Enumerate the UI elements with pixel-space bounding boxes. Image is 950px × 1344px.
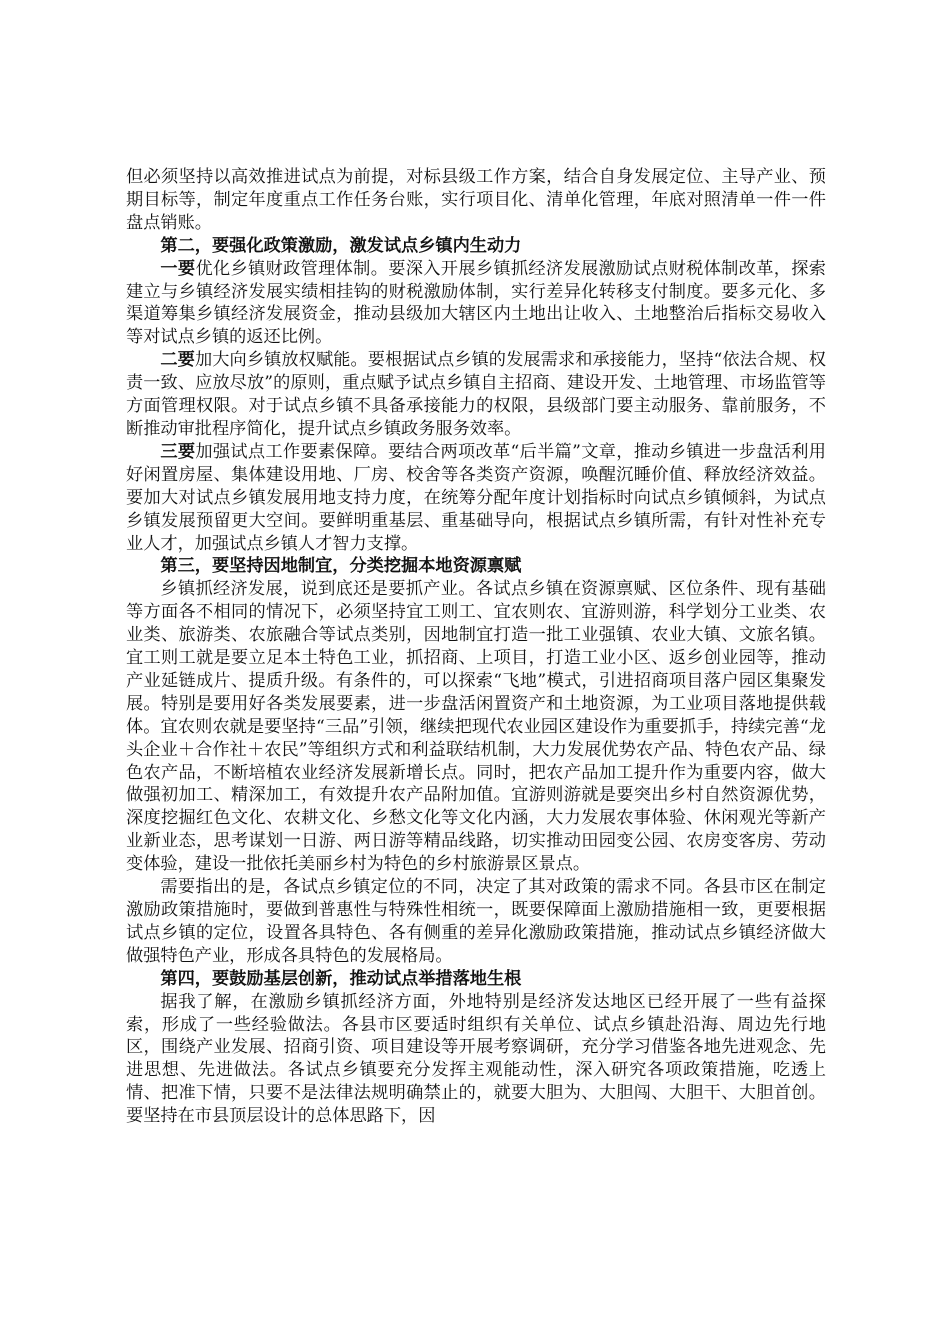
section-2-item-1 xyxy=(126,258,826,350)
item-text: 加强试点工作要素保障。要结合两项改革“后半篇”文章，推动乡镇进一步盘活利用好闲置房屋、集体建设用地、厂房、校舍等各类资产资源，唤醒沉睡价值、释放经济效益。要加大对试点乡镇发展用地支持力度，在统筹分配年度计划指标时向试点乡镇倾斜，为试点乡镇发展预留更大空间。要鲜明重基层、重基础导向，根据试点乡镇所需，有针对性补充专业人才，加强试点乡镇人才智力支撑。 xyxy=(126,441,826,554)
section-3-paragraph-1: 乡镇抓经济发展，说到底还是要抓产业。各试点乡镇在资源禀赋、区位条件、现有基础等方面各不相同的情况下，必须坚持宜工则工、宜农则农、宜游则游，科学划分工业类、农业类、旅游类、农旅融合等试点类别，因地制宜打造一批工业强镇、农业大镇、文旅名镇。宜工则工就是要立足本土特色工业，抓招商、上项目，打造工业小区、返乡创业园等，推动产业延链成片、提质升级。有条件的，可以探索“飞地”模式，引进招商项目落户园区集聚发展。特别是要用好各类发展要素，进一步盘活闲置资产和土地资源，为工业项目落地提供载体。宜农则农就是要坚持“三品”引领，继续把现代农业园区建设作为重要抓手，持续完善“龙头企业＋合作社＋农民”等组织方式和利益联结机制，大力发展优势农产品、特色农产品、绿色农产品，不断培植农业经济发展新增长点。同时，把农产品加工提升作为重要内容，做大做强初加工、精深加工，有效提升农产品附加值。宜游则游就是要突出乡村自然资源优势，深度挖掘红色文化、农耕文化、乡愁文化等文化内涵，大力发展农事体验、休闲观光等新产业新业态，思考谋划一日游、两日游等精品线路，切实推动田园变公园、农房变客房、劳动变体验，建设一批依托美丽乡村为特色的乡村旅游景区景点。 xyxy=(126,579,826,875)
item-lead: 二要 xyxy=(160,350,195,371)
item-text: 加大向乡镇放权赋能。要根据试点乡镇的发展需求和承接能力，坚持“依法合规、权责一致、应放尽放”的原则，重点赋予试点乡镇自主招商、建设开发、土地管理、市场监管等方面管理权限。对于试点乡镇不具备承接能力的权限，县级部门要主动服务、靠前服务，不断推动审批程序简化，提升试点乡镇政务服务效率。 xyxy=(126,350,826,439)
section-4-paragraph-1: 据我了解，在激励乡镇抓经济方面，外地特别是经济发达地区已经开展了一些有益探索，形成了一些经验做法。各县市区要适时组织有关单位、试点乡镇赴沿海、周边先行地区，围绕产业发展、招商引资、项目建设等开展考察调研，充分学习借鉴各地先进观念、先进思想、先进做法。各试点乡镇要充分发挥主观能动性，深入研究各项政策措施，吃透上情、把准下情，只要不是法律法规明确禁止的，就要大胆为、大胆闯、大胆干、大胆首创。要坚持在市县顶层设计的总体思路下，因 xyxy=(126,991,826,1127)
intro-continuation-paragraph: 但必须坚持以高效推进试点为前提，对标县级工作方案，结合自身发展定位、主导产业、预期目标等，制定年度重点工作任务台账，实行项目化、清单化管理，年底对照清单一件一件盘点销账。 xyxy=(126,167,826,233)
item-lead: 三要 xyxy=(160,441,196,462)
section-3-heading: 第三，要坚持因地制宜，分类挖掘本地资源禀赋 xyxy=(160,556,522,577)
section-4-heading: 第四，要鼓励基层创新，推动试点举措落地生根 xyxy=(160,968,522,989)
document-page xyxy=(126,166,826,1128)
section-2-item-3 xyxy=(126,441,826,556)
item-text: 优化乡镇财政管理体制。要深入开展乡镇抓经济发展激励试点财税体制改革，探索建立与乡镇经济发展实绩相挂钩的财税激励体制，实行差异化转移支付制度。要多元化、多渠道筹集乡镇经济发展资金，推动县级加大辖区内土地出让收入、土地整治后指标交易收入等对试点乡镇的返还比例。 xyxy=(126,258,826,348)
item-lead: 一要 xyxy=(160,258,196,279)
section-2-heading: 第二，要强化政策激励，激发试点乡镇内生动力 xyxy=(160,235,522,256)
section-3-paragraph-2: 需要指出的是，各试点乡镇定位的不同，决定了其对政策的需求不同。各县市区在制定激励政策措施时，要做到普惠性与特殊性相统一，既要保障面上激励措施相一致，更要根据试点乡镇的定位，设置各具特色、各有侧重的差异化激励政策措施，推动试点乡镇经济做大做强特色产业，形成各具特色的发展格局。 xyxy=(126,877,826,966)
section-2-item-2 xyxy=(126,349,826,441)
